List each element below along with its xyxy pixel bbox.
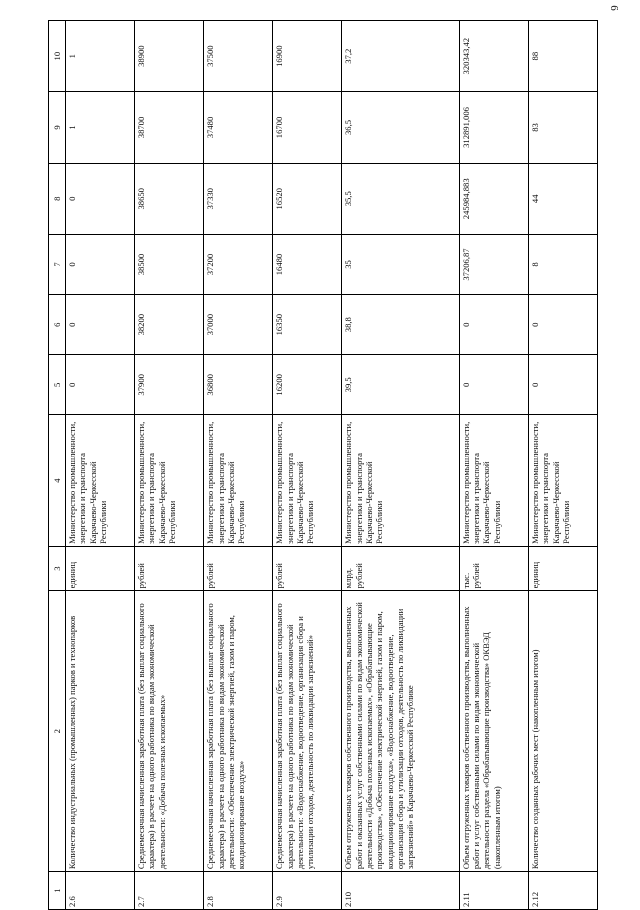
value-col-7: 38500	[135, 234, 204, 294]
col-header: 4	[49, 415, 66, 546]
rotated-table-container	[48, 20, 598, 910]
table-row	[66, 21, 135, 910]
value-col-10: 37,2	[342, 21, 459, 92]
value-col-6: 16350	[273, 295, 342, 355]
value-col-7: 37206,87	[459, 234, 528, 294]
indicator-name: Количество созданных рабочих мест (накопленным итогом)	[528, 591, 597, 872]
row-number: 2.10	[342, 872, 459, 910]
table-row	[204, 21, 273, 910]
col-header: 8	[49, 163, 66, 234]
col-header: 7	[49, 234, 66, 294]
unit-of-measure: рублей	[135, 546, 204, 591]
page-number: 6	[607, 5, 620, 11]
indicator-name: Среднемесячная начисленная заработная плата (без выплат социального характера) в расчете на одного работника по видам экономической деятельности: «Добыча полезных ископаемых»	[135, 591, 204, 872]
value-col-9: 37480	[204, 92, 273, 163]
value-col-10: 320343,42	[459, 21, 528, 92]
col-header: 1	[49, 872, 66, 910]
value-col-8: 38650	[135, 163, 204, 234]
col-header: 2	[49, 591, 66, 872]
value-col-6: 37000	[204, 295, 273, 355]
col-header: 5	[49, 355, 66, 415]
indicator-name: Объем отгруженных товаров собственного производства, выполненных работ и услуг собственными силами по видам экономической деятельности раздела «Обрабатывающие производства» ОКВЭД (накопленным итогом)	[459, 591, 528, 872]
unit-of-measure: рублей	[204, 546, 273, 591]
value-col-8: 0	[66, 163, 135, 234]
value-col-7: 37200	[204, 234, 273, 294]
row-number: 2.9	[273, 872, 342, 910]
row-number: 2.12	[528, 872, 597, 910]
table-row	[342, 21, 459, 910]
value-col-5: 16200	[273, 355, 342, 415]
value-col-10: 16900	[273, 21, 342, 92]
table-row	[459, 21, 528, 910]
value-col-6: 38,8	[342, 295, 459, 355]
value-col-8: 44	[528, 163, 597, 234]
value-col-10: 37500	[204, 21, 273, 92]
indicator-name: Объем отгруженных товаров собственного производства, выполненных работ и оказанных услуг собственными силами по видам экономической деятельности «Добыча полезных ископаемых», «Обрабатывающие производства», «Обеспечение электрической энергией, газом и паром, кондиционирование воздуха», «Водоснабжение, водоотведение, организация сбора и утилизации отходов, деятельность по ликвидации загрязнений» в Карачаево-Черкесской Республике	[342, 591, 459, 872]
col-header: 9	[49, 92, 66, 163]
responsible-executor: Министерство промышленности, энергетики и транспорта Карачаево-Черкесской Республики	[66, 415, 135, 546]
value-col-8: 16520	[273, 163, 342, 234]
value-col-5: 37900	[135, 355, 204, 415]
col-header: 6	[49, 295, 66, 355]
unit-of-measure: единиц	[66, 546, 135, 591]
value-col-9: 312891,006	[459, 92, 528, 163]
value-col-9: 16700	[273, 92, 342, 163]
row-number: 2.7	[135, 872, 204, 910]
value-col-7: 35	[342, 234, 459, 294]
responsible-executor: Министерство промышленности, энергетики и транспорта Карачаево-Черкесской Республики	[459, 415, 528, 546]
value-col-9: 1	[66, 92, 135, 163]
unit-of-measure: тыс. рублей	[459, 546, 528, 591]
value-col-8: 245984,883	[459, 163, 528, 234]
responsible-executor: Министерство промышленности, энергетики и транспорта Карачаево-Черкесской Республики	[342, 415, 459, 546]
header-row	[49, 21, 66, 910]
value-col-5: 39,5	[342, 355, 459, 415]
unit-of-measure: единиц	[528, 546, 597, 591]
value-col-7: 8	[528, 234, 597, 294]
responsible-executor: Министерство промышленности, энергетики и транспорта Карачаево-Черкесской Республики	[204, 415, 273, 546]
unit-of-measure: рублей	[273, 546, 342, 591]
value-col-10: 88	[528, 21, 597, 92]
value-col-7: 16480	[273, 234, 342, 294]
responsible-executor: Министерство промышленности, энергетики и транспорта Карачаево-Черкесской Республики	[135, 415, 204, 546]
row-number: 2.8	[204, 872, 273, 910]
value-col-5: 0	[459, 355, 528, 415]
col-header: 3	[49, 546, 66, 591]
value-col-7: 0	[66, 234, 135, 294]
value-col-8: 35,5	[342, 163, 459, 234]
value-col-5: 0	[528, 355, 597, 415]
row-number: 2.6	[66, 872, 135, 910]
row-number: 2.11	[459, 872, 528, 910]
value-col-10: 38900	[135, 21, 204, 92]
value-col-6: 38200	[135, 295, 204, 355]
col-header: 10	[49, 21, 66, 92]
value-col-9: 83	[528, 92, 597, 163]
value-col-8: 37330	[204, 163, 273, 234]
responsible-executor: Министерство промышленности, энергетики и транспорта Карачаево-Черкесской Республики	[528, 415, 597, 546]
value-col-9: 36,5	[342, 92, 459, 163]
responsible-executor: Министерство промышленности, энергетики и транспорта Карачаево-Черкесской Республики	[273, 415, 342, 546]
value-col-10: 1	[66, 21, 135, 92]
indicator-name: Количество индустриальных (промышленных) парков и технопарков	[66, 591, 135, 872]
value-col-5: 36800	[204, 355, 273, 415]
value-col-5: 0	[66, 355, 135, 415]
unit-of-measure: млрд. рублей	[342, 546, 459, 591]
value-col-6: 0	[66, 295, 135, 355]
value-col-6: 0	[459, 295, 528, 355]
indicator-name: Среднемесячная начисленная заработная плата (без выплат социального характера) в расчете на одного работника по видам экономической деятельности: «Водоснабжение, водоотведение, организация сбора и утилизации отходов, деятельность по ликвидации загрязнений»	[273, 591, 342, 872]
indicators-table	[48, 20, 598, 910]
table-row	[273, 21, 342, 910]
indicator-name: Среднемесячная начисленная заработная плата (без выплат социального характера) в расчете на одного работника по видам экономической деятельности: «Обеспечение электрической энергией, газом и паром, кондиционирование воздуха»	[204, 591, 273, 872]
table-row	[528, 21, 597, 910]
value-col-6: 0	[528, 295, 597, 355]
table-row	[135, 21, 204, 910]
value-col-9: 38700	[135, 92, 204, 163]
